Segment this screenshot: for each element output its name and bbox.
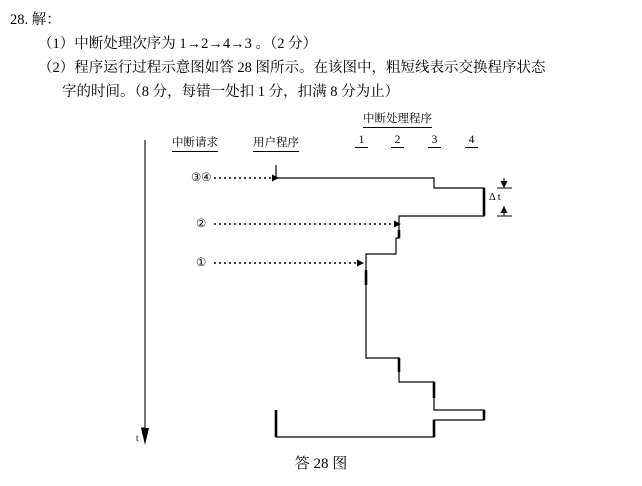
- figure-diagram: [0, 110, 642, 450]
- request-arrow-2: [394, 221, 401, 228]
- delta-t-arrow-up: [501, 206, 508, 213]
- answer-line-4: 字的时间。（8 分，每错一处扣 1 分，扣满 8 分为止）: [62, 84, 400, 100]
- figure-title-interrupt-handler: 中断处理程序: [363, 110, 432, 128]
- answer-line-1: 28. 解：: [10, 12, 61, 28]
- figure-label-user-program: 用户程序: [253, 134, 299, 152]
- answer-line-2: （1）中断处理次序为 1→2→4→3 。（2 分）: [38, 36, 318, 52]
- time-axis-arrowhead: [141, 428, 149, 445]
- program-execution-trace: [276, 165, 484, 437]
- figure-time-axis-tick-label: t: [136, 433, 139, 443]
- figure-request-row-label-2: ②: [196, 218, 207, 230]
- figure-vector-graphics: [0, 110, 642, 450]
- figure-caption: 答 28 图: [294, 456, 348, 472]
- answer-line-3: （2）程序运行过程示意图如答 28 图所示。在该图中，粗短线表示交换程序状态: [38, 60, 546, 76]
- figure-handler-number-3: 3: [428, 134, 441, 148]
- figure-request-row-label-34: ③④: [191, 172, 212, 184]
- figure-handler-number-4: 4: [465, 134, 478, 148]
- figure-handler-number-1: 1: [355, 134, 368, 148]
- answer-text-block: [10, 8, 630, 104]
- figure-request-row-label-1: ①: [196, 257, 207, 269]
- figure-handler-number-2: 2: [391, 134, 404, 148]
- delta-t-arrow-down: [501, 181, 508, 188]
- figure-delta-t-label: Δ t: [489, 192, 501, 203]
- figure-label-interrupt-request: 中断请求: [172, 134, 218, 152]
- request-arrow-1: [357, 260, 364, 267]
